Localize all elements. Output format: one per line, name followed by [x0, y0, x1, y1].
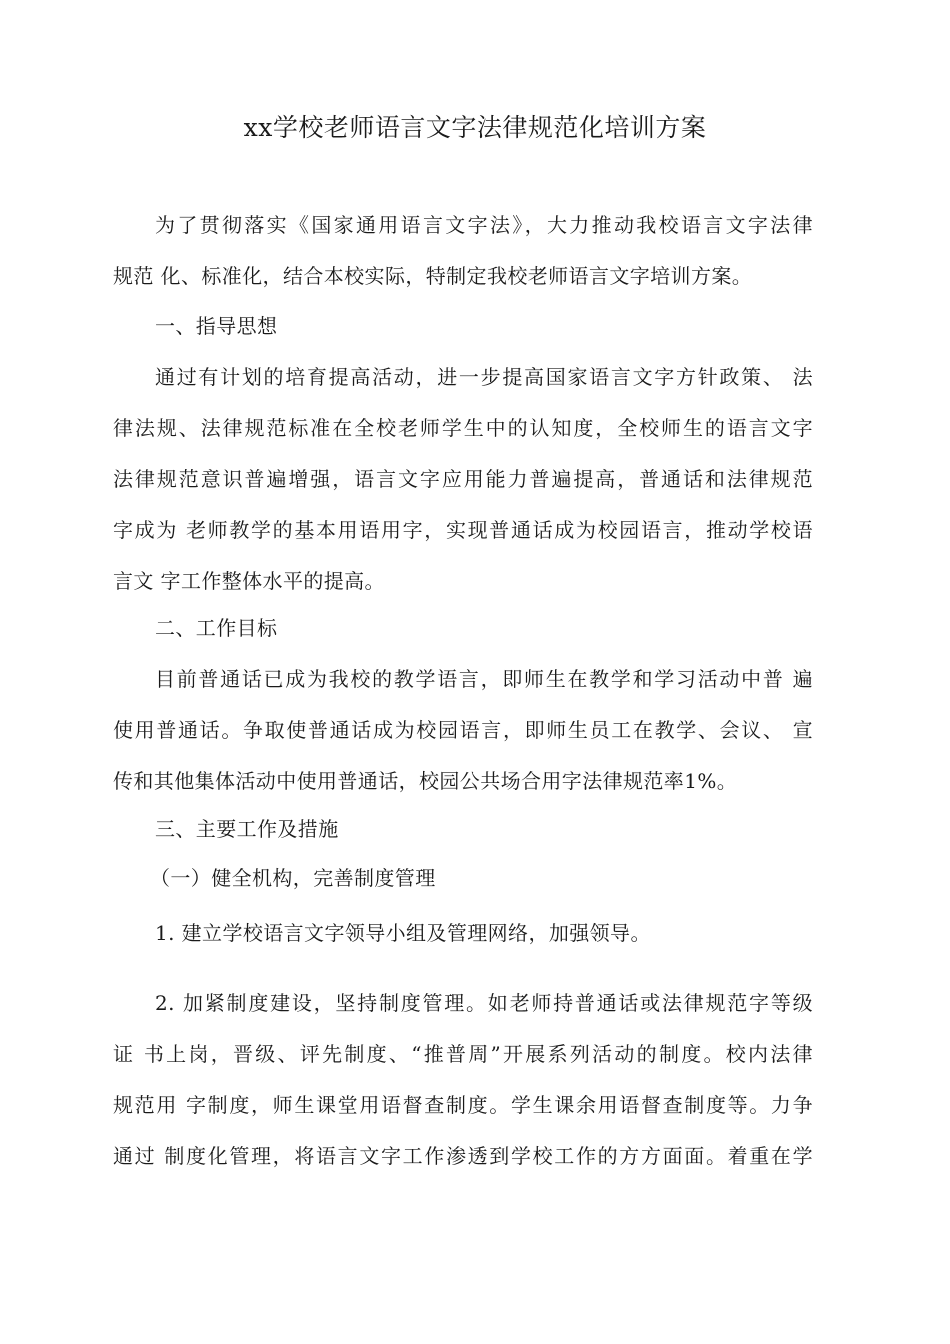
- paragraph-line: 传和其他集体活动中使用普通话，校园公共场合用字法律规范率1%。: [113, 769, 738, 793]
- section-heading-main-work: 三、主要工作及措施: [155, 817, 339, 841]
- paragraph-line: 律法规、法律规范标准在全校老师学生中的认知度，全校师生的语言文字: [113, 416, 813, 440]
- paragraph-line: 言文 字工作整体水平的提高。: [113, 569, 385, 593]
- paragraph-line: 通过有计划的培育提高活动，进一步提高国家语言文字方针政策、 法: [155, 365, 813, 389]
- list-item-2: [113, 978, 813, 1182]
- paragraph-line: 通过 制度化管理，将语言文字工作渗透到学校工作的方方面面。着重在学: [113, 1144, 813, 1168]
- paragraph-line: 规范 化、标准化，结合本校实际，特制定我校老师语言文字培训方案。: [113, 264, 753, 288]
- paragraph-line: 证 书上岗，晋级、评先制度、“推普周”开展系列活动的制度。校内法律: [113, 1042, 813, 1066]
- section2-paragraph: [113, 654, 813, 807]
- subsection-heading-organization: （一）健全机构，完善制度管理: [150, 866, 436, 890]
- paragraph-line: 规范用 字制度，师生课堂用语督查制度。学生课余用语督查制度等。力争: [113, 1093, 813, 1117]
- document-title: xx学校老师语言文字法律规范化培训方案: [243, 113, 707, 142]
- list-item-1: 1. 建立学校语言文字领导小组及管理网络，加强领导。: [155, 921, 651, 945]
- section1-paragraph: [113, 352, 813, 607]
- paragraph-line: 为了贯彻落实《国家通用语言文字法》，大力推动我校语言文字法律: [155, 213, 813, 237]
- section-heading-work-goals: 二、工作目标: [155, 616, 278, 640]
- paragraph-line: 使用普通话。争取使普通话成为校园语言，即师生员工在教学、会议、 宣: [113, 718, 813, 742]
- paragraph-line: 2. 加紧制度建设，坚持制度管理。如老师持普通话或法律规范字等级: [155, 991, 813, 1015]
- paragraph-line: 目前普通话已成为我校的教学语言，即师生在教学和学习活动中普 遍: [155, 667, 813, 691]
- paragraph-line: 法律规范意识普遍增强，语言文字应用能力普遍提高，普通话和法律规范: [113, 467, 813, 491]
- intro-paragraph: [113, 200, 813, 302]
- section-heading-guiding-ideology: 一、指导思想: [155, 314, 278, 338]
- paragraph-line: 字成为 老师教学的基本用语用字，实现普通话成为校园语言，推动学校语: [113, 518, 813, 542]
